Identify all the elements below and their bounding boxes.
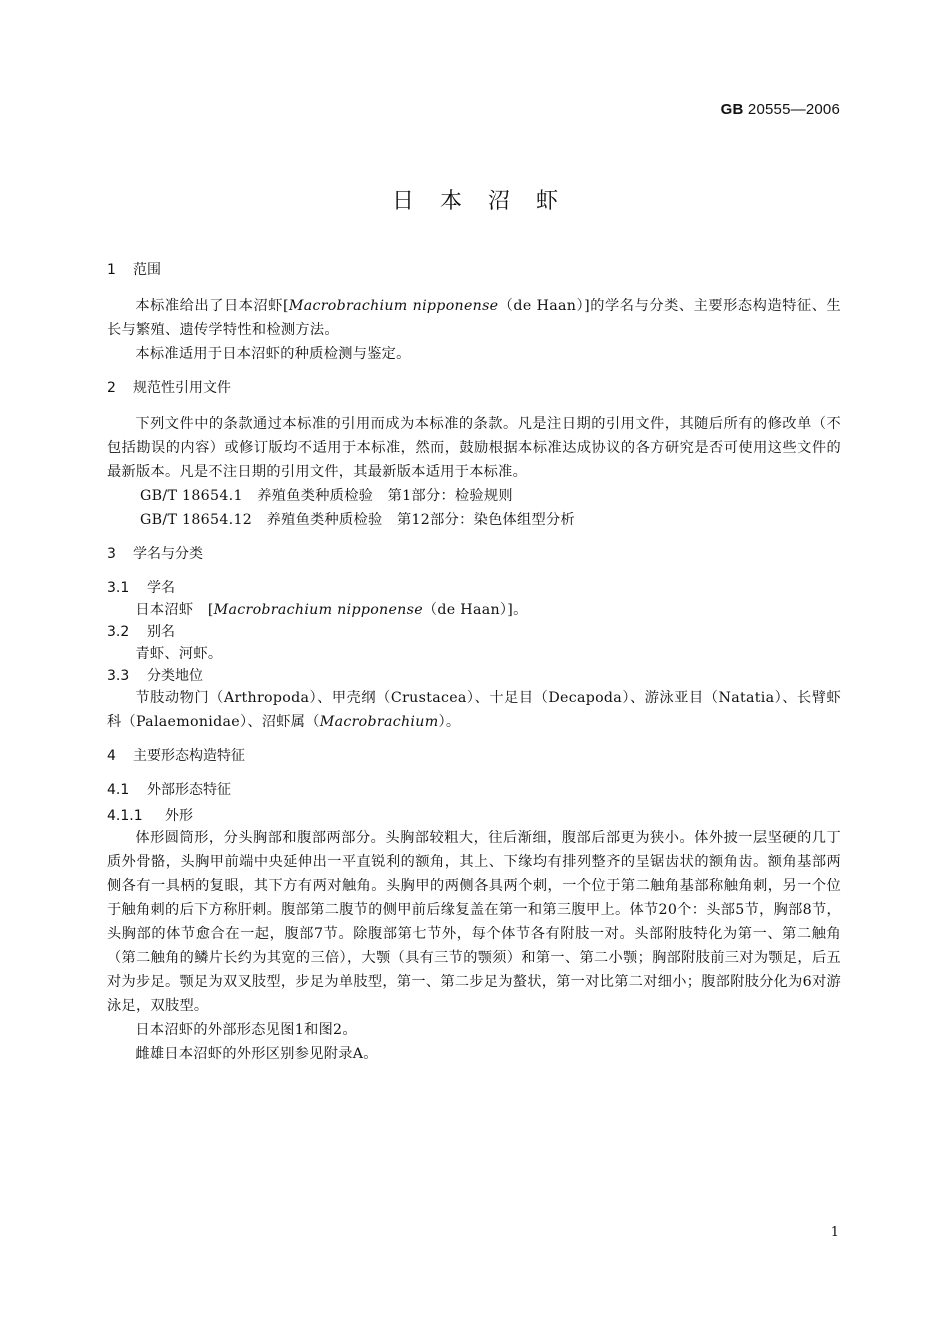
subsection-3-1-heading: 3.1 学名	[107, 580, 175, 596]
normative-reference-2: GB/T 18654.12 养殖鱼类种质检验 第12部分：染色体组型分析	[140, 512, 575, 528]
section-number: 3	[107, 546, 116, 562]
section-2-paragraph: 下列文件中的条款通过本标准的引用而成为本标准的条款。凡是注日期的引用文件，其随后所有的修改单（不包括勘误的内容）或修订版均不适用于本标准，然而，鼓励根据本标准达成协议的各方研究是否可使用这些文件的最新版本。凡是不注日期的引用文件，其最新版本适用于本标准。	[107, 416, 841, 480]
section-1-paragraph-2: 本标准适用于日本沼虾的种质检测与鉴定。	[135, 346, 411, 362]
scientific-name: Macrobrachium	[319, 714, 439, 730]
section-title: 规范性引用文件	[133, 380, 231, 396]
section-number: 2	[107, 380, 116, 396]
section-title: 范围	[133, 262, 161, 278]
standard-prefix: GB	[720, 101, 744, 118]
subsection-3-2-text: 青虾、河虾。	[135, 646, 223, 662]
subsection-4-1-1-heading: 4.1.1 外形	[107, 808, 193, 824]
section-3-heading	[107, 544, 841, 564]
section-number: 1	[107, 262, 116, 278]
subsection-3-3-text: 节肢动物门（Arthropoda）、甲壳纲（Crustacea）、十足目（Decapoda）、游泳亚目（Natatia）、长臂虾科（Palaemonidae）、沼虾属（Macrobrachium）。	[107, 690, 841, 730]
section-4-heading	[107, 746, 841, 766]
section-2-heading	[107, 378, 841, 398]
section-1-paragraph-1: 本标准给出了日本沼虾[Macrobrachium nipponense（de Haan）]的学名与分类、主要形态构造特征、生长与繁殖、遗传学特性和检测方法。	[107, 298, 841, 338]
subsection-3-2-heading: 3.2 别名	[107, 624, 175, 640]
page-number: 1	[830, 1225, 839, 1240]
standard-number-header	[721, 101, 840, 118]
section-1-heading	[107, 260, 841, 280]
standard-number: 20555—2006	[747, 101, 840, 118]
subsection-4-1-1-paragraph-1: 体形圆筒形，分头胸部和腹部两部分。头胸部较粗大，往后渐细，腹部后部更为狭小。体外披一层坚硬的几丁质外骨骼，头胸甲前端中央延伸出一平直锐利的额角，其上、下缘均有排列整齐的呈锯齿状的额角齿。额角基部两侧各有一具柄的复眼，其下方有两对触角。头胸甲的两侧各具两个刺，一个位于第二触角基部称触角刺，另一个位于触角刺的后下方称肝刺。腹部第二腹节的侧甲前后缘复盖在第一和第三腹甲上。体节20个：头部5节，胸部8节，头胸部的体节愈合在一起，腹部7节。除腹部第七节外，每个体节各有附肢一对。头部附肢特化为第一、第二触角（第二触角的鳞片长约为其宽的三倍），大颚（具有三节的颚须）和第一、第二小颚；胸部附肢前三对为颚足，后五对为步足。颚足为双叉肢型，步足为单肢型，第一、第二步足为螯状，第一对比第二对细小；腹部附肢分化为6对游泳足，双肢型。	[107, 830, 841, 1014]
scientific-name: Macrobrachium nipponense	[288, 298, 499, 314]
subsection-4-1-1-paragraph-2: 日本沼虾的外部形态见图1和图2。	[135, 1022, 357, 1038]
subsection-3-1-text: 日本沼虾 [Macrobrachium nipponense（de Haan）]。	[135, 602, 528, 618]
normative-reference-1: GB/T 18654.1 养殖鱼类种质检验 第1部分：检验规则	[140, 488, 513, 504]
section-title: 主要形态构造特征	[133, 748, 245, 764]
scientific-name: Macrobrachium nipponense	[213, 602, 423, 618]
subsection-3-3-heading: 3.3 分类地位	[107, 668, 203, 684]
document-title: 日本沼虾	[391, 189, 584, 214]
subsection-4-1-heading: 4.1 外部形态特征	[107, 782, 231, 798]
document-body	[107, 260, 841, 1066]
subsection-4-1-1-paragraph-3: 雌雄日本沼虾的外形区别参见附录A。	[135, 1046, 378, 1062]
section-number: 4	[107, 748, 116, 764]
section-title: 学名与分类	[133, 546, 203, 562]
